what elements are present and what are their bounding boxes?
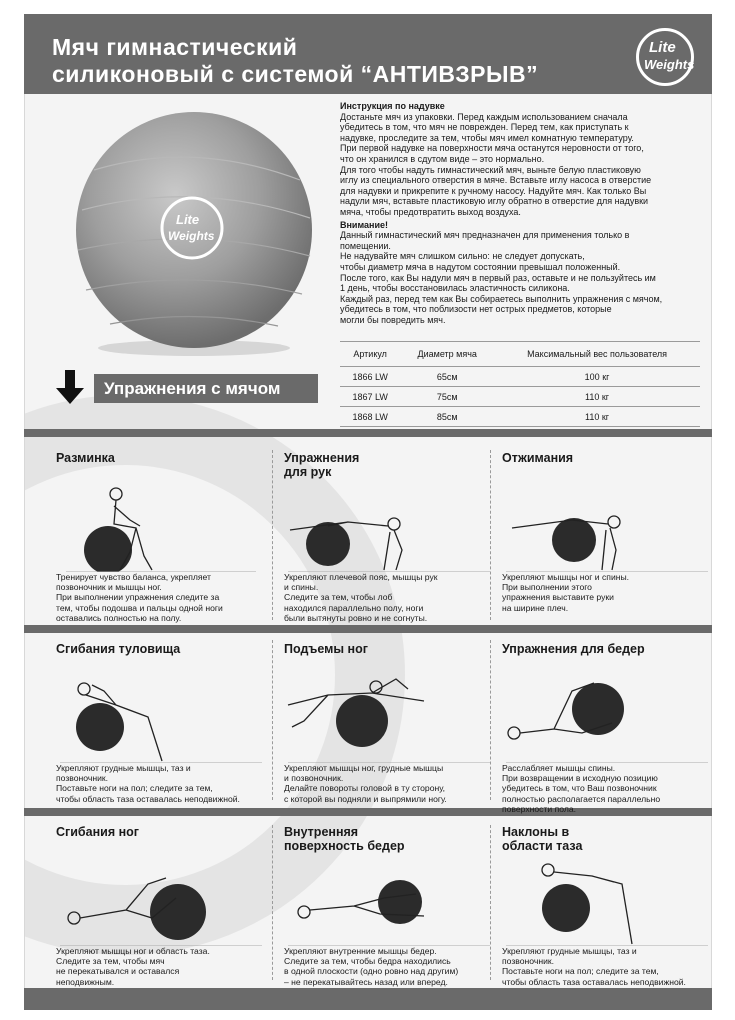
exercise-description: Укрепляют грудные мышцы, таз и позвоночник. Поставьте ноги на пол; следите за тем, чтобы область таза оставалась неподвижной.: [502, 946, 686, 987]
instruction-line: Достаньте мяч из упаковки. Перед каждым использованием сначала: [340, 111, 628, 122]
warning-line: убедитесь в том, что поблизости нет острых предметов, которые: [340, 304, 612, 315]
table-cell: 1866 LW: [340, 367, 400, 387]
gym-ball-illustration: [64, 100, 324, 360]
table-cell: 75см: [400, 387, 494, 407]
exercise-figure: [56, 854, 270, 946]
exercise-title: Отжимания: [502, 451, 574, 465]
exercise-title: Подъемы ног: [284, 642, 368, 656]
warning-line: Не надувайте мяч слишком сильно: не следует допускать,: [340, 251, 585, 262]
exercise-title: Сгибания туловища: [56, 642, 181, 656]
exercise-title: Сгибания ног: [56, 825, 139, 839]
footer-bar: [24, 988, 712, 1010]
logo-text-1: Lite: [649, 39, 676, 56]
exercise-figure: [502, 671, 716, 763]
exercise-title: Разминка: [56, 451, 115, 465]
exercise-figure: [56, 671, 270, 763]
instructions-heading: Инструкция по надувке: [340, 101, 445, 111]
exercise-description: Укрепляют мышцы ног и область таза. Следите за тем, чтобы мяч не перекатывался и оставался неподвижным.: [56, 946, 210, 987]
table-row: [340, 367, 700, 387]
table-cell: 1867 LW: [340, 387, 400, 407]
exercise-description: Укрепляют грудные мышцы, таз и позвоночник. Поставьте ноги на пол; следите за тем, чтобы область таза оставалась неподвижной.: [56, 763, 240, 804]
table-row: [340, 407, 700, 427]
title-line-2: силиконовый с системой “АНТИВЗРЫВ”: [52, 61, 539, 87]
warning-line: После того, как Вы надули мяч в первый раз, оставьте и не пользуйтесь им: [340, 272, 656, 283]
warning-line: Данный гимнастический мяч предназначен для применения только в: [340, 230, 630, 241]
instruction-line: мяча, чтобы предотвратить выход воздуха.: [340, 206, 521, 217]
column-divider: [272, 640, 273, 800]
exercises-banner: Упражнения с мячом: [94, 374, 318, 403]
instruction-line: надули мяч, вставьте пластиковую иглу обратно в отверстие для надувки: [340, 196, 649, 207]
table-cell: 65см: [400, 367, 494, 387]
table-header-cell: Артикул: [340, 342, 400, 367]
instruction-line: для надувки и прикрепите к ручному насосу. Надуйте мяч. Как только Вы: [340, 185, 647, 196]
exercise-figure: [56, 480, 270, 572]
table-row: [340, 387, 700, 407]
arrow-down-icon: [56, 370, 84, 404]
section-separator: [24, 625, 712, 633]
warning-line: чтобы диаметр мяча в надутом состоянии превышал положенный.: [340, 261, 621, 272]
instruction-line: иглу из специального отверстия в мяче. Вставьте иглу насоса в отверстие: [340, 175, 652, 186]
instruction-line: убедитесь в том, что мяч не поврежден. Перед тем, как приступать к: [340, 122, 629, 133]
exercise-title: Наклоны в области таза: [502, 825, 583, 853]
exercise-title: Упражнения для бедер: [502, 642, 645, 656]
exercise-description: Укрепляют плечевой пояс, мышцы рук и спины. Следите за тем, чтобы лоб находился параллельно полу, ноги были вытянуты ровно и не согнуты.: [284, 572, 438, 623]
exercise-figure: [502, 480, 716, 572]
warning-line: Каждый раз, перед тем как Вы собираетесь выполнить упражнения с мячом,: [340, 293, 663, 304]
table-cell: 85см: [400, 407, 494, 427]
table-header-cell: Диаметр мяча: [400, 342, 494, 367]
brand-logo: [636, 28, 694, 86]
header-bar: [24, 14, 712, 94]
exercise-description: Укрепляют мышцы ног, грудные мышцы и позвоночник. Делайте повороты головой в ту сторону, с которой вы подняли и выпрямили ногу.: [284, 763, 447, 804]
exercise-description: Укрепляют внутренние мышцы бедер. Следите за тем, чтобы бедра находились в одной плоскости (одно ровно над другим) – не перекатывайтесь назад или вперед.: [284, 946, 459, 987]
warning-line: могли бы повредить мяч.: [340, 314, 446, 325]
section-separator: [24, 429, 712, 437]
exercise-figure: [284, 671, 498, 763]
table-cell: 100 кг: [494, 367, 700, 387]
exercise-title: Внутренняя поверхность бедер: [284, 825, 405, 853]
warning-line: помещении.: [340, 240, 391, 251]
ball-logo-text-1: Lite: [176, 212, 200, 227]
size-table: [340, 341, 700, 427]
exercise-description: Тренирует чувство баланса, укрепляет позвоночник и мышцы ног. При выполнении упражнения следите за тем, чтобы подошва и пальцы одной ноги оставались полностью на полу.: [56, 572, 223, 623]
instruction-line: что он хранился в сдутом виде – это нормально.: [340, 153, 545, 164]
exercise-description: Расслабляет мышцы спины. При возвращении в исходную позицию убедитесь в том, что Ваш позвоночник полностью располагается параллельно поверхности пола.: [502, 763, 661, 814]
instruction-line: Для того чтобы надуть гимнастический мяч, выньте белую пластиковую: [340, 164, 641, 175]
table-cell: 1868 LW: [340, 407, 400, 427]
column-divider: [272, 450, 273, 620]
table-header-cell: Максимальный вес пользователя: [494, 342, 700, 367]
exercise-figure: [502, 854, 716, 946]
ball-logo-text-2: Weights: [168, 229, 215, 243]
exercise-figure: [284, 854, 498, 946]
exercise-figure: [284, 480, 498, 572]
instruction-line: надувке, проследите за тем, чтобы мяч имел комнатную температуру.: [340, 132, 634, 143]
table-cell: 110 кг: [494, 407, 700, 427]
table-header-row: [340, 342, 700, 367]
instruction-line: При первой надувке на поверхности мяча останутся неровности от того,: [340, 143, 644, 154]
exercise-description: Укрепляют мышцы ног и спины. При выполнении этого упражнения выставите руки на ширине плеч.: [502, 572, 630, 613]
warning-line: 1 день, чтобы восстановилась эластичность силикона.: [340, 283, 570, 294]
gym-ball-image: [64, 100, 324, 360]
warning-heading: Внимание!: [340, 219, 388, 230]
column-divider: [272, 825, 273, 980]
inflation-instructions: [340, 101, 706, 325]
table-cell: 110 кг: [494, 387, 700, 407]
logo-text-2: Weights: [644, 57, 695, 72]
exercise-title: Упражнения для рук: [284, 451, 360, 479]
title-line-1: Мяч гимнастический: [52, 34, 298, 60]
